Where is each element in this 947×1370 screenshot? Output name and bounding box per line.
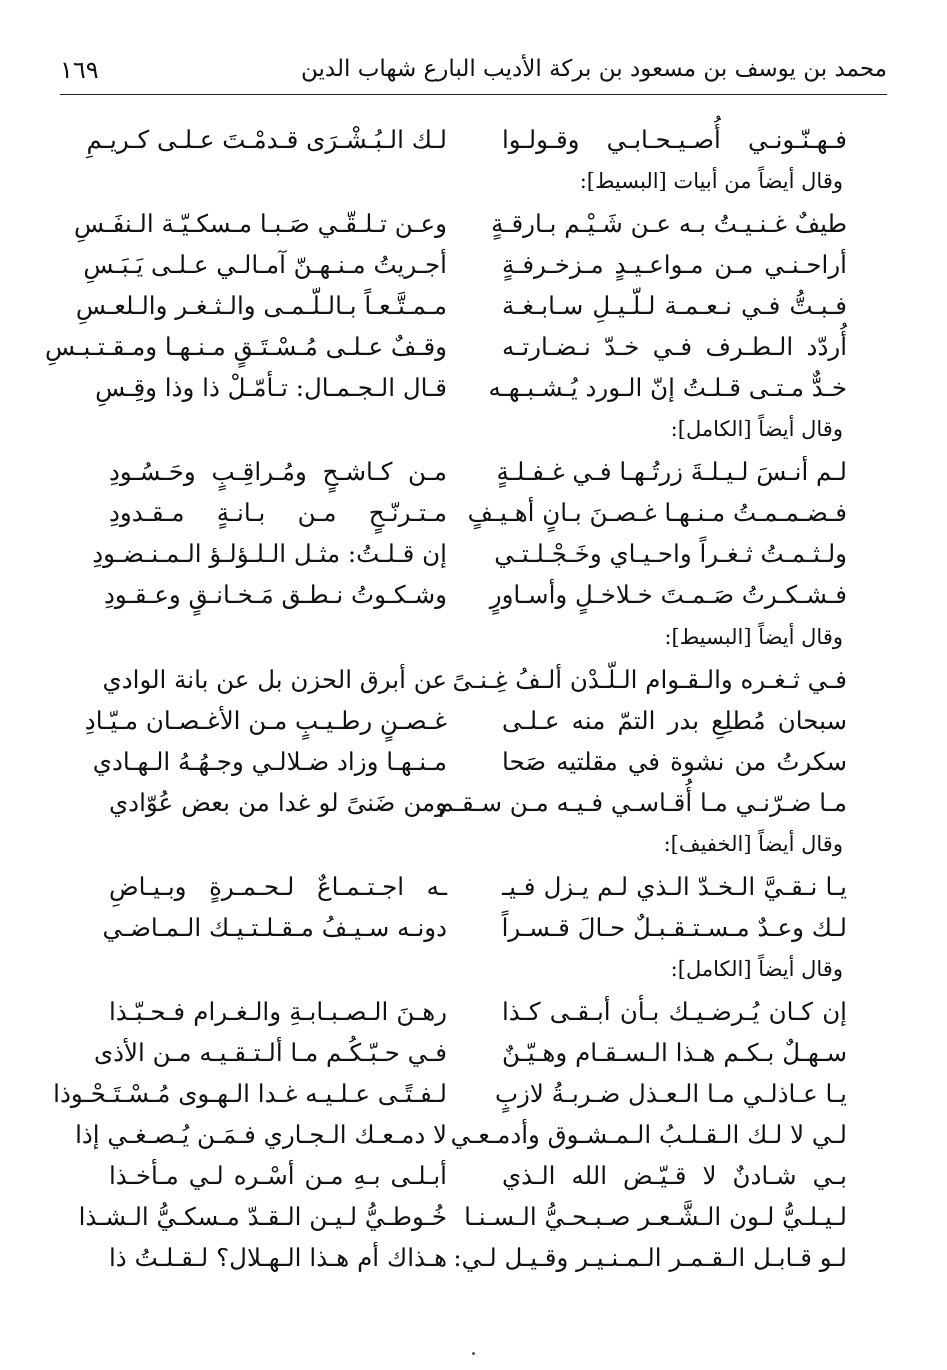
verse-first-hemistich: لـك وعـدٌ مـسـتـقـبـلٌ حـالَ قـسـراً xyxy=(501,913,847,942)
poem-intro: وقال أيضاً [البسيط]: xyxy=(664,625,843,649)
verse-first-hemistich: يـا نـقـيَّ الـخـدّ الـذي لـم يـزل فـيـ xyxy=(502,872,847,901)
verse-first-hemistich: لـيـلـيُّ لـون الـشَّـعـر صـبـحـيُّ الـسـنـا xyxy=(464,1202,847,1231)
verse-first-hemistich: خـدٌّ مـتـى قـلـتُ إنّ الـورد يُـشـبـهـه xyxy=(488,373,847,402)
verse-second-hemistich: قـال الـجـمـال: تـأمّـلْ ذا وذا وقِـسِ xyxy=(95,373,447,402)
verse-second-hemistich: إن قـلـتُ: مثـل الـلـؤلـؤ الـمـنـضـودِ xyxy=(92,539,447,568)
verse-first-hemistich: طيفٌ غـنـيـتُ بـه عـن شَـيْـم بـارقـةٍ xyxy=(491,209,847,238)
verse-second-hemistich: فـي حـبّـكُـم مـا ألـتـقـيـه مـن الأذى xyxy=(93,1038,447,1067)
poem-intro: وقال أيضاً [الخفيف]: xyxy=(663,832,843,856)
verse-second-hemistich: مـمـتَّـعـاً بـالـلّـمـى والـثـغـر والـلعـسِ xyxy=(75,291,447,320)
verse-first-hemistich: بـي شـادنٌ لا قـيّـض الله الـذي xyxy=(502,1161,847,1190)
verse-second-hemistich: مـتـرنّـحٍ مـن بـانـةٍ مـقـدودِ xyxy=(109,498,447,527)
verse-second-hemistich: ومن ضَنىً لو غدا من بعض عُوّادي xyxy=(109,788,447,817)
verse-first-hemistich: سـهـلٌ بـكـم هـذا الـسـقـام وهـيّـنٌ xyxy=(502,1038,847,1067)
verse-first-hemistich: فـضـمـمـتُ مـنـهـا غـصـنَ بـانٍ أهـيـفٍ xyxy=(467,498,847,527)
verse-first-hemistich: أُردّد الـطـرف فـي خـدّ نـضـارتـه xyxy=(502,332,847,361)
page-number: ١٦٩ xyxy=(60,56,99,84)
verse-second-hemistich: دونـه سـيـفُ مـقـلـتـيـك الـمـاضـي xyxy=(102,913,447,942)
verse-second-hemistich: لـفـتًـى عـلـيـه غـدا الـهـوى مُـسْـتَـحْـوذا xyxy=(53,1079,447,1108)
verse-first-hemistich: أراحـنـي مـن مـواعـيـدٍ مـزخـرفـةٍ xyxy=(502,250,847,279)
verse-second-hemistich: هـذاك أم هـذا الـهـلال؟ لـقـلـتُ ذا xyxy=(109,1243,447,1272)
verse-first-hemistich: فـشـكـرتُ صَـمـتَ خـلاخـلٍ وأسـاورٍ xyxy=(489,580,847,609)
verse-first-hemistich: لـم أنـسَ لـيـلـةَ زرتُـهـا فـي غـفـلـةٍ xyxy=(496,457,847,486)
verse-second-hemistich: أبـلـى بـهِ مـن أسْـره لـي مـأخـذا xyxy=(109,1161,447,1190)
verse-second-hemistich: غـصـنٍ رطـيـبٍ مـن الأغـصـان مـيّـادِ xyxy=(84,706,447,735)
verse-second-hemistich: مـنـهـا وزاد ضـلالـي وجـهُـهُ الـهـادي xyxy=(92,747,447,776)
verse-second-hemistich: وقـفٌ عـلـى مُـسْـتَـقٍ مـنـهـا ومـقـتـبـسِ xyxy=(45,332,447,361)
verse-second-hemistich: وعـن تـلـقّـي صَـبـا مـسكـيّـة الـنفَـسِ xyxy=(74,209,447,238)
verse-second-hemistich: لـك الـبُـشْـرَى قـدمْـتَ عـلـى كـريـمِ xyxy=(86,125,447,154)
verse-first-hemistich: مـا ضـرّنـي مـا أُقـاسـي فـيـه مـن سـقـم xyxy=(438,788,847,817)
verse-first-hemistich: لـو قـابـل الـقـمـر الـمـنـيـر وقـيـل لـي: xyxy=(453,1243,847,1272)
verse-first-hemistich: فـي ثـغـره والـقـوام الـلّـدْن ألـفُ غِـنـىً xyxy=(452,665,847,694)
verse-second-hemistich: لا دمـعـك الـجـاري فـمَـن يُـصـغـي إذا xyxy=(75,1120,447,1149)
verse-first-hemistich: فـهـنّـونـي أُصـيـحـابـي وقـولـوا xyxy=(502,125,847,154)
verse-second-hemistich: رهـنَ الـصـبـابـةِ والـغـرام فـحـبّـذا xyxy=(109,997,447,1026)
verse-first-hemistich: إن كـان يُـرضـيـك بـأن أبـقـى كـذا xyxy=(502,997,847,1026)
verse-second-hemistich: مـن كـاشـحٍ ومُـراقِـبٍ وحَـسُـودِ xyxy=(109,457,447,486)
poem-intro: وقال أيضاً [الكامل]: xyxy=(670,417,843,441)
verse-second-hemistich: عن أبرق الحزن بل عن بانة الوادي xyxy=(102,665,447,694)
verse-second-hemistich: أجـريتُ مـنـهـنّ آمـالـي عـلـى يَـبَـسِ xyxy=(83,250,447,279)
page-dot xyxy=(472,1352,475,1355)
verse-second-hemistich: ـه اجـتـمـاعٌ لـحـمـرةٍ وبـيـاضِ xyxy=(109,872,447,901)
verse-first-hemistich: ولـثـمـتُ ثـغـراً واحـيـاي وخَـجْـلـتـي xyxy=(494,539,847,568)
verse-second-hemistich: خُـوطـيُّ لـيـن الـقـدّ مـسكـيُّ الـشـذا xyxy=(78,1202,447,1231)
verse-first-hemistich: سبحان مُطلِعِ بدر التمّ منه عـلـى xyxy=(502,706,847,735)
verse-second-hemistich: وشـكـوتُ نـطـق مَـخـانـقٍ وعـقـودِ xyxy=(104,580,447,609)
poem-intro: وقال أيضاً [الكامل]: xyxy=(670,957,843,981)
verse-first-hemistich: لـي لا لـك الـقـلـبُ الـمـشـوق وأدمـعـي xyxy=(450,1120,847,1149)
verse-first-hemistich: سكرتُ من نشوة في مقلتيه صَحا xyxy=(502,747,847,776)
verse-first-hemistich: يـا عـاذلـي مـا الـعـذل ضـربـةُ لازبٍ xyxy=(494,1079,847,1108)
running-title: محمد بن يوسف بن مسعود بن بركة الأديب البارع شهاب الدين xyxy=(301,56,887,82)
verse-first-hemistich: فـبـتُّ فـي نـعـمـة لـلّـيـلِ سـابـغـة xyxy=(502,291,847,320)
poem-intro: وقال أيضاً من أبيات [البسيط]: xyxy=(579,169,843,193)
